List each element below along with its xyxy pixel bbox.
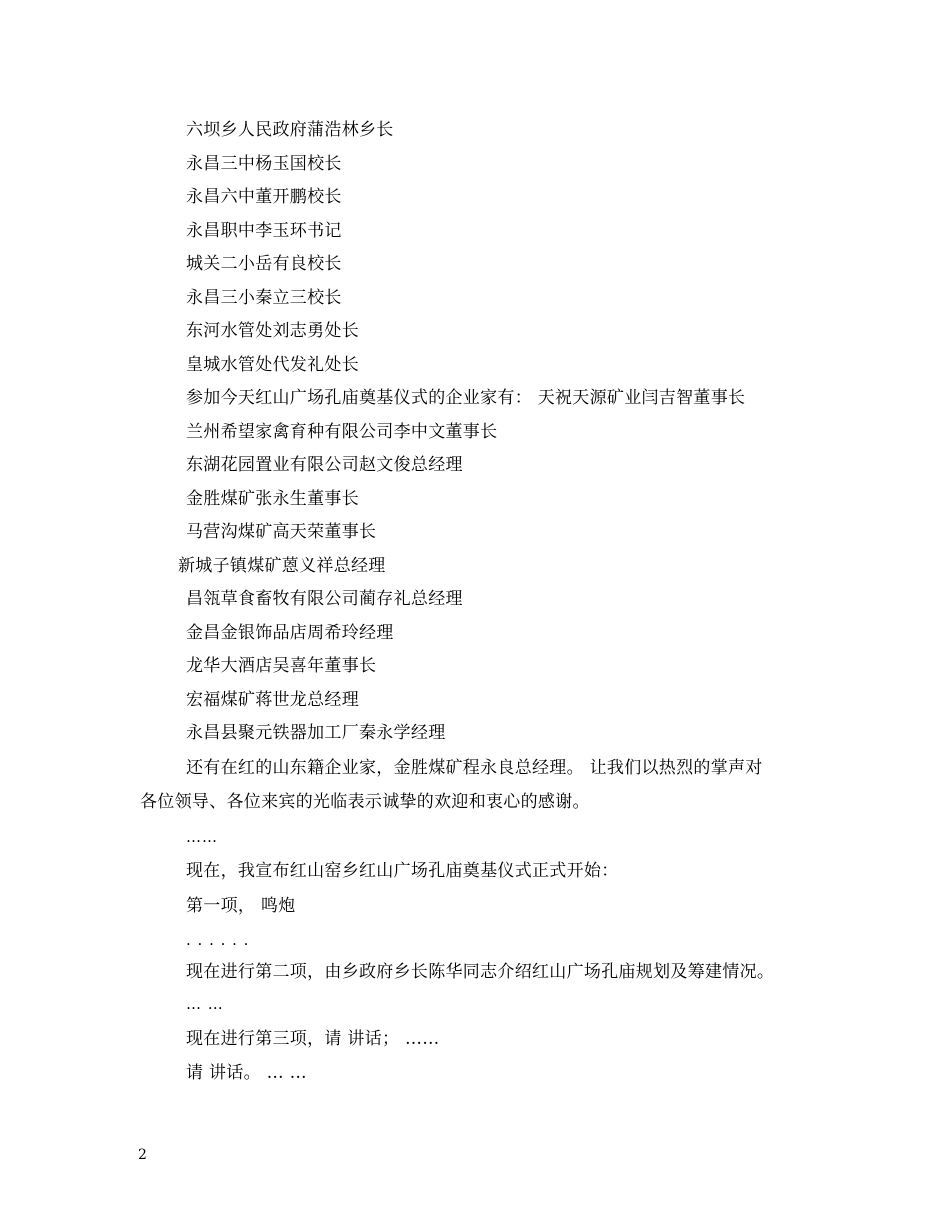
text-line: 兰州希望家禽育种有限公司李中文董事长	[186, 422, 498, 442]
text-line: 永昌县聚元铁器加工厂秦永学经理	[186, 723, 446, 743]
text-line: 龙华大酒店吴喜年董事长	[186, 656, 377, 676]
text-line: 第一项， 鸣炮	[186, 896, 296, 916]
text-line: 现在进行第二项，由乡政府乡长陈华同志介绍红山广场孔庙规划及筹建情况。	[186, 962, 775, 982]
text-line: 东河水管处刘志勇处长	[186, 321, 359, 341]
text-line: 城关二小岳有良校长	[186, 254, 342, 274]
ellipsis-line: ……	[186, 828, 218, 846]
text-line: 永昌三小秦立三校长	[186, 288, 342, 308]
text-line: 现在，我宣布红山窑乡红山广场孔庙奠基仪式正式开始：	[186, 861, 619, 881]
text-line: 宏福煤矿蒋世龙总经理	[186, 690, 359, 710]
text-line: 金昌金银饰品店周希玲经理	[186, 623, 394, 643]
text-line: 永昌职中李玉环书记	[186, 221, 342, 241]
text-line: 皇城水管处代发礼处长	[186, 355, 359, 375]
text-line: 东湖花园置业有限公司赵文俊总经理	[186, 455, 463, 475]
text-line: 新城子镇煤矿蒽义祥总经理	[178, 556, 386, 576]
text-line: 现在进行第三项，请 讲话； ……	[186, 1029, 440, 1049]
text-line: 昌瓴草食畜牧有限公司蔺存礼总经理	[186, 589, 463, 609]
page-number: 2	[138, 1147, 147, 1163]
text-line: 六坝乡人民政府蒲浩林乡长	[186, 120, 394, 140]
text-line: 请 讲话。 … …	[186, 1063, 307, 1083]
text-line: 永昌六中董开鹏校长	[186, 187, 342, 207]
text-line: 参加今天红山广场孔庙奠基仪式的企业家有： 天祝天源矿业闫吉智董事长	[186, 388, 746, 408]
paragraph-line: 还有在红的山东籍企业家，金胜煤矿程永良总经理。 让我们以热烈的掌声对	[186, 758, 763, 778]
ellipsis-line: . . . . . .	[186, 931, 250, 949]
text-line: 永昌三中杨玉国校长	[186, 154, 342, 174]
text-line: 金胜煤矿张永生董事长	[186, 489, 359, 509]
ellipsis-line: … …	[186, 995, 224, 1013]
text-line: 马营沟煤矿高天荣董事长	[186, 522, 377, 542]
paragraph-line: 各位领导、各位来宾的光临表示诚挚的欢迎和衷心的感谢。	[140, 792, 590, 812]
